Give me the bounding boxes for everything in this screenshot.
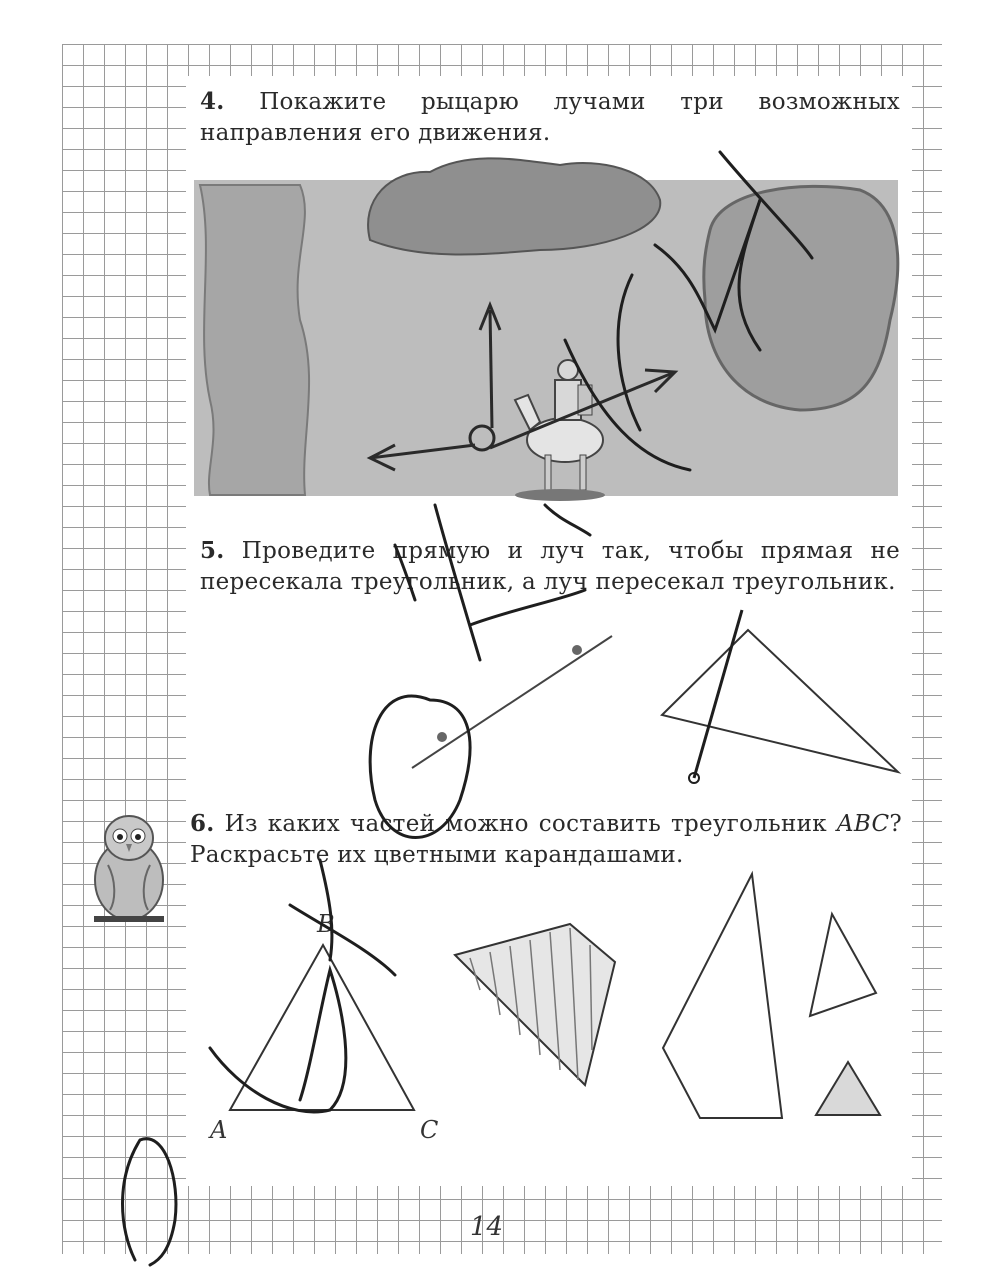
scribble-stroke bbox=[210, 970, 346, 1112]
scribble-stroke bbox=[370, 696, 470, 837]
scribble-stroke bbox=[720, 152, 812, 258]
scribble-stroke bbox=[435, 505, 480, 660]
scribble-stroke bbox=[545, 505, 590, 535]
scribble-stroke bbox=[320, 860, 332, 960]
scribble-stroke bbox=[395, 545, 415, 600]
page-number: 14 bbox=[470, 1212, 504, 1242]
task-4-text: Покажите рыцарю лучами три возможных направления его движения. bbox=[200, 89, 900, 146]
task-5-text: Проведите прямую и луч так, чтобы прямая не пересекала треугольник, а луч пересекал треугольник. bbox=[200, 538, 900, 595]
task-4-number: 4. bbox=[200, 88, 225, 115]
task-5-number: 5. bbox=[200, 537, 225, 564]
task-6-number: 6. bbox=[190, 810, 215, 837]
scribble-stroke bbox=[739, 200, 760, 350]
scribble-stroke bbox=[655, 200, 760, 330]
task-6-text-end: ? Раскрасьте их цветными карандашами. bbox=[190, 811, 902, 868]
scribble-stroke bbox=[290, 905, 395, 975]
vertex-a-label: A bbox=[210, 1116, 228, 1144]
scribble-stroke bbox=[565, 340, 690, 470]
vertex-c-label: C bbox=[420, 1116, 439, 1144]
vertex-b-label: B bbox=[317, 910, 335, 938]
scribble-stroke bbox=[618, 275, 640, 430]
triangle-name: ABC bbox=[836, 811, 890, 837]
scribble-stroke bbox=[123, 1139, 176, 1265]
task-6-text: Из каких частей можно составить треугольник bbox=[224, 811, 837, 837]
scribble-stroke bbox=[470, 590, 585, 625]
